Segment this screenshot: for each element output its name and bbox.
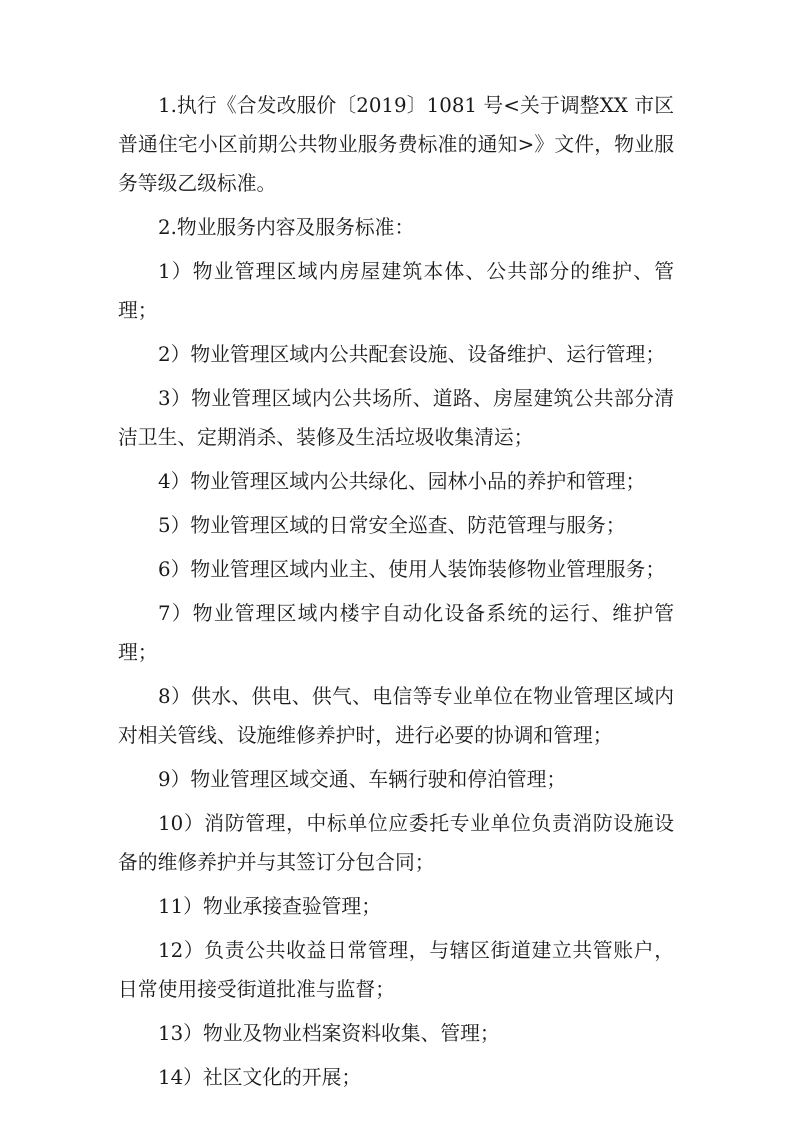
list-item: 7）物业管理区域内楼宇自动化设备系统的运行、维护管理； <box>118 602 674 664</box>
list-item: 3）物业管理区域内公共场所、道路、房屋建筑公共部分清洁卫生、定期消杀、装修及生活垃圾收集清运； <box>118 387 674 449</box>
list-item: 14）社区文化的开展； <box>158 1066 362 1089</box>
paragraph-service-standard: 1.执行《合发改服价〔2019〕1081 号<关于调整XX 市区普通住宅小区前期公共物业服务费标准的通知>》文件，物业服务等级乙级标准。 <box>118 94 674 195</box>
list-item: 4）物业管理区域内公共绿化、园林小品的养护和管理； <box>158 470 646 493</box>
list-item: 11）物业承接查验管理； <box>158 895 381 918</box>
list-item: 6）物业管理区域内业主、使用人装饰装修物业管理服务； <box>158 558 666 581</box>
list-item: 9）物业管理区域交通、车辆行驶和停泊管理； <box>158 768 567 791</box>
list-item: 8）供水、供电、供气、电信等专业单位在物业管理区域内对相关管线、设施维修养护时，进行必要的协调和管理； <box>118 685 674 747</box>
list-item: 1）物业管理区域内房屋建筑本体、公共部分的维护、管理； <box>118 260 674 322</box>
document-page <box>118 86 674 1102</box>
list-item: 2）物业管理区域内公共配套设施、设备维护、运行管理； <box>158 343 666 366</box>
paragraph-service-content-heading: 2.物业服务内容及服务标准： <box>158 216 415 239</box>
list-item: 12）负责公共收益日常管理，与辖区街道建立共管账户，日常使用接受街道批准与监督； <box>118 939 674 1001</box>
list-item: 5）物业管理区域的日常安全巡查、防范管理与服务； <box>158 514 626 537</box>
list-item: 13）物业及物业档案资料收集、管理； <box>158 1022 500 1045</box>
list-item: 10）消防管理，中标单位应委托专业单位负责消防设施设备的维修养护并与其签订分包合同； <box>118 812 674 874</box>
